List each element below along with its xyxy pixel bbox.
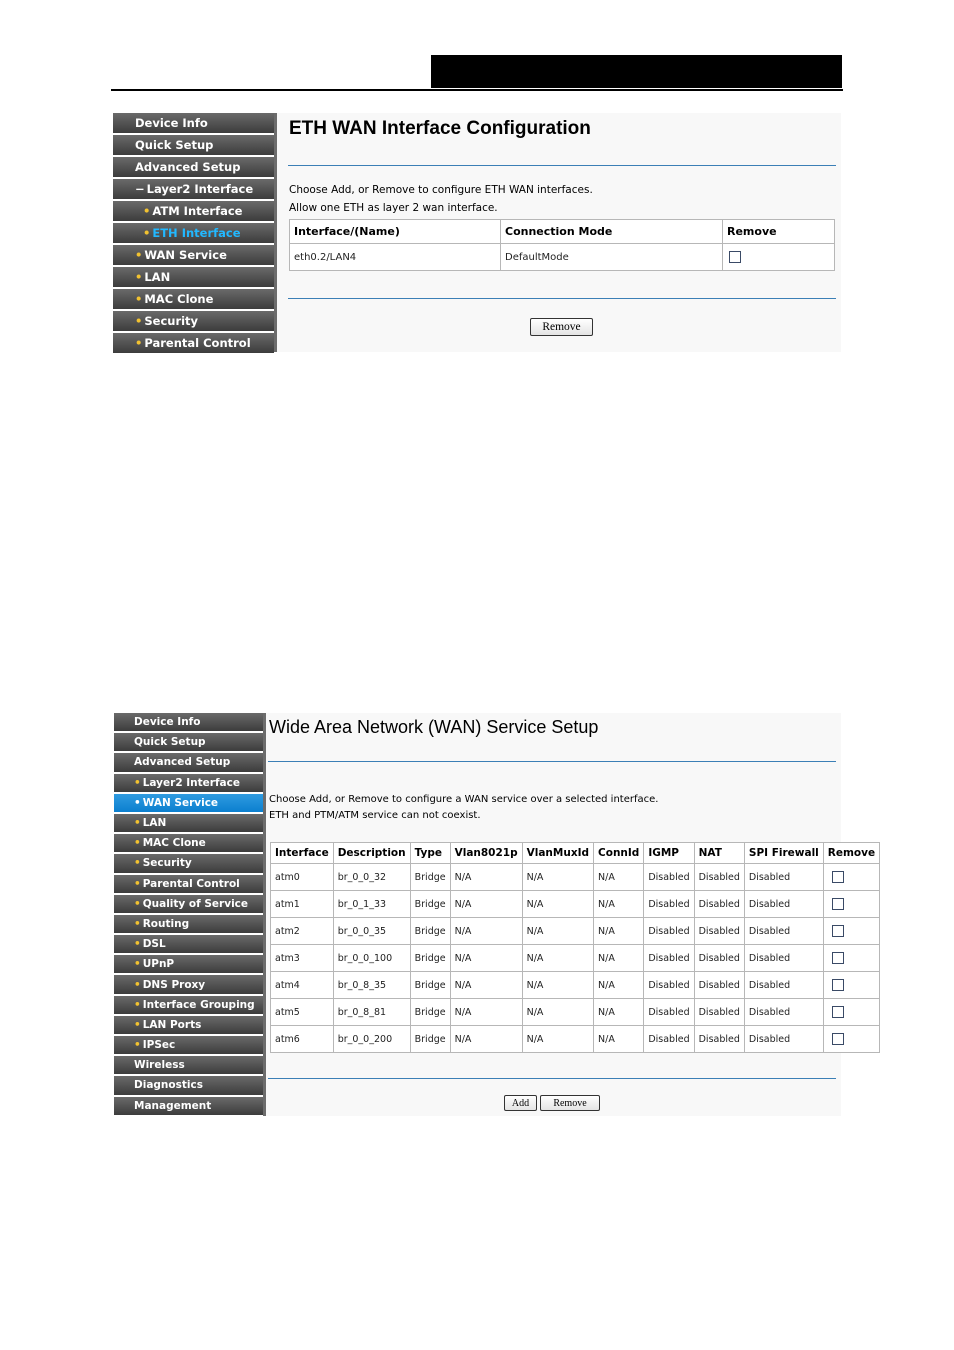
cell-remove (823, 864, 879, 891)
sidebar-item-label: WAN Service (144, 248, 227, 262)
sidebar-item-label: LAN (142, 817, 167, 830)
sidebar-item-label: Advanced Setup (134, 756, 231, 769)
sidebar-item-routing[interactable] (114, 915, 263, 935)
cell-spi-firewall: Disabled (744, 891, 823, 918)
cell-nat: Disabled (694, 972, 744, 999)
bullet-icon: • (134, 897, 141, 910)
cell-vlanmuxid: N/A (522, 999, 593, 1026)
sidebar-item-lan[interactable] (113, 267, 274, 289)
bullet-icon: • (135, 270, 143, 284)
remove-checkbox[interactable] (832, 952, 844, 964)
sidebar-item-dsl[interactable] (114, 935, 263, 955)
bullet-icon: • (135, 292, 143, 306)
bullet-icon: • (134, 776, 141, 789)
cell-spi-firewall: Disabled (744, 1026, 823, 1053)
remove-button[interactable]: Remove (540, 1095, 600, 1111)
cell-type: Bridge (410, 1026, 450, 1053)
cell-vlanmuxid: N/A (522, 1026, 593, 1053)
cell-spi-firewall: Disabled (744, 999, 823, 1026)
cell-description: br_0_0_32 (333, 864, 410, 891)
cell-igmp: Disabled (644, 972, 694, 999)
sidebar-item-security[interactable] (114, 854, 263, 874)
title-rule (288, 165, 836, 166)
cell-vlanmuxid: N/A (522, 972, 593, 999)
interface-cell: eth0.2/LAN4 (290, 244, 501, 271)
bullet-icon: • (134, 1039, 141, 1052)
table-row (271, 972, 880, 999)
cell-igmp: Disabled (644, 999, 694, 1026)
table-row (271, 999, 880, 1026)
column-header: Connection Mode (501, 220, 723, 244)
page-header-rule (111, 89, 843, 91)
cell-description: br_0_0_100 (333, 945, 410, 972)
sidebar-item-atm-interface[interactable] (113, 201, 274, 223)
cell-description: br_0_1_33 (333, 891, 410, 918)
cell-description: br_0_8_81 (333, 999, 410, 1026)
sidebar-item-label: Interface Grouping (142, 998, 255, 1011)
sidebar-item-label: Parental Control (144, 336, 251, 350)
cell-nat: Disabled (694, 999, 744, 1026)
cell-remove (823, 918, 879, 945)
bullet-icon: • (134, 837, 141, 850)
sidebar-item-quick-setup[interactable] (114, 733, 263, 753)
sidebar-item-management[interactable] (114, 1097, 263, 1117)
sidebar-item-label: ATM Interface (152, 204, 243, 218)
cell-type: Bridge (410, 918, 450, 945)
sidebar-item-label: Quick Setup (134, 736, 206, 749)
eth-sidebar-nav (113, 113, 274, 352)
column-header-vlan8021p: Vlan8021p (450, 843, 522, 864)
column-header-description: Description (333, 843, 410, 864)
sidebar-item-interface-grouping[interactable] (114, 996, 263, 1016)
bullet-icon: • (134, 917, 141, 930)
sidebar-item-lan-ports[interactable] (114, 1016, 263, 1036)
bullet-icon: • (143, 226, 151, 240)
cell-type: Bridge (410, 891, 450, 918)
sidebar-item-label: Advanced Setup (135, 160, 241, 174)
sidebar-item-label: Device Info (135, 116, 208, 130)
sidebar-item-upnp[interactable] (114, 955, 263, 975)
cell-type: Bridge (410, 999, 450, 1026)
cell-nat: Disabled (694, 891, 744, 918)
description-line-2: Allow one ETH as layer 2 wan interface. (289, 202, 498, 214)
cell-type: Bridge (410, 945, 450, 972)
sidebar-item-label: Device Info (134, 716, 201, 729)
cell-connid: N/A (594, 918, 644, 945)
cell-igmp: Disabled (644, 945, 694, 972)
remove-checkbox[interactable] (729, 251, 741, 263)
sidebar-item-layer2-interface[interactable] (113, 179, 274, 201)
description-line-2: ETH and PTM/ATM service can not coexist. (269, 810, 481, 821)
cell-vlan8021p: N/A (450, 999, 522, 1026)
add-button[interactable]: Add (504, 1095, 537, 1111)
bullet-icon: • (135, 248, 143, 262)
sidebar-item-advanced-setup[interactable] (113, 157, 274, 179)
sidebar-item-label: DNS Proxy (142, 978, 206, 991)
cell-nat: Disabled (694, 1026, 744, 1053)
cell-vlanmuxid: N/A (522, 918, 593, 945)
wan-service-screenshot (114, 713, 876, 1116)
cell-connid: N/A (594, 972, 644, 999)
title-rule (268, 761, 836, 762)
cell-type: Bridge (410, 864, 450, 891)
sidebar-item-mac-clone[interactable] (114, 834, 263, 854)
sidebar-item-label: Layer2 Interface (146, 182, 254, 196)
cell-nat: Disabled (694, 945, 744, 972)
cell-vlanmuxid: N/A (522, 891, 593, 918)
collapse-icon: − (135, 182, 145, 196)
sidebar-item-label: Parental Control (142, 877, 240, 890)
sidebar-item-label: Diagnostics (134, 1079, 203, 1092)
cell-type: Bridge (410, 972, 450, 999)
cell-spi-firewall: Disabled (744, 945, 823, 972)
sidebar-item-advanced-setup[interactable] (114, 753, 263, 773)
cell-igmp: Disabled (644, 891, 694, 918)
cell-interface: atm6 (271, 1026, 334, 1053)
cell-connid: N/A (594, 891, 644, 918)
sidebar-item-label: Wireless (134, 1059, 185, 1072)
column-header: Interface/(Name) (290, 220, 501, 244)
connection-mode-cell: DefaultMode (501, 244, 723, 271)
remove-checkbox[interactable] (832, 979, 844, 991)
column-header-remove: Remove (823, 843, 879, 864)
sidebar-item-label: DSL (142, 938, 166, 951)
remove-cell (723, 244, 835, 271)
cell-nat: Disabled (694, 864, 744, 891)
bullet-icon: • (135, 336, 143, 350)
bullet-icon: • (134, 796, 141, 809)
bullet-icon: • (143, 204, 151, 218)
sidebar-item-wan-service[interactable] (114, 794, 263, 814)
sidebar-item-label: Layer2 Interface (142, 776, 240, 789)
table-row (271, 1026, 880, 1053)
sidebar-item-dns-proxy[interactable] (114, 975, 263, 995)
cell-nat: Disabled (694, 918, 744, 945)
column-header-igmp: IGMP (644, 843, 694, 864)
sidebar-item-label: Security (144, 314, 199, 328)
cell-interface: atm0 (271, 864, 334, 891)
cell-remove (823, 1026, 879, 1053)
sidebar-item-label: WAN Service (142, 796, 219, 809)
sidebar-item-label: Routing (142, 917, 190, 930)
sidebar-item-ipsec[interactable] (114, 1036, 263, 1056)
eth-interface-table (289, 219, 835, 271)
cell-interface: atm4 (271, 972, 334, 999)
bullet-icon: • (134, 958, 141, 971)
sidebar-item-lan[interactable] (114, 814, 263, 834)
remove-checkbox[interactable] (832, 925, 844, 937)
table-row (271, 918, 880, 945)
cell-spi-firewall: Disabled (744, 972, 823, 999)
footer-rule (268, 1078, 836, 1079)
bullet-icon: • (134, 817, 141, 830)
sidebar-item-quality-of-service[interactable] (114, 895, 263, 915)
sidebar-item-label: LAN (144, 270, 171, 284)
sidebar-item-parental-control[interactable] (113, 333, 274, 355)
cell-interface: atm2 (271, 918, 334, 945)
column-header: Remove (723, 220, 835, 244)
sidebar-item-device-info[interactable] (114, 713, 263, 733)
cell-connid: N/A (594, 999, 644, 1026)
sidebar-item-label: Quality of Service (142, 897, 249, 910)
sidebar-item-layer2-interface[interactable] (114, 774, 263, 794)
description-line-1: Choose Add, or Remove to configure ETH WAN interfaces. (289, 184, 593, 196)
sidebar-item-wan-service[interactable] (113, 245, 274, 267)
cell-vlan8021p: N/A (450, 945, 522, 972)
cell-remove (823, 972, 879, 999)
sidebar-item-label: MAC Clone (144, 292, 214, 306)
sidebar-item-label: Security (142, 857, 192, 870)
bullet-icon: • (134, 978, 141, 991)
sidebar-item-quick-setup[interactable] (113, 135, 274, 157)
column-header-nat: NAT (694, 843, 744, 864)
cell-igmp: Disabled (644, 1026, 694, 1053)
cell-connid: N/A (594, 945, 644, 972)
sidebar-item-label: MAC Clone (142, 837, 206, 850)
column-header-interface: Interface (271, 843, 334, 864)
sidebar-item-parental-control[interactable] (114, 875, 263, 895)
cell-connid: N/A (594, 1026, 644, 1053)
sidebar-item-eth-interface[interactable] (113, 223, 274, 245)
table-row (271, 945, 880, 972)
remove-checkbox[interactable] (832, 1006, 844, 1018)
description-line-1: Choose Add, or Remove to configure a WAN service over a selected interface. (269, 794, 659, 805)
column-header-spi-firewall: SPI Firewall (744, 843, 823, 864)
sidebar-item-mac-clone[interactable] (113, 289, 274, 311)
cell-vlan8021p: N/A (450, 1026, 522, 1053)
cell-connid: N/A (594, 864, 644, 891)
eth-content (277, 113, 841, 352)
cell-vlanmuxid: N/A (522, 864, 593, 891)
remove-checkbox[interactable] (832, 871, 844, 883)
wan-content (266, 713, 876, 1116)
cell-description: br_0_8_35 (333, 972, 410, 999)
column-header-vlanmuxid: VlanMuxId (522, 843, 593, 864)
cell-remove (823, 945, 879, 972)
sidebar-item-label: ETH Interface (152, 226, 241, 240)
bullet-icon: • (134, 877, 141, 890)
sidebar-item-wireless[interactable] (114, 1056, 263, 1076)
bullet-icon: • (134, 938, 141, 951)
eth-wan-screenshot (113, 113, 841, 352)
sidebar-item-label: LAN Ports (142, 1018, 202, 1031)
cell-spi-firewall: Disabled (744, 864, 823, 891)
sidebar-item-label: UPnP (142, 958, 175, 971)
cell-vlan8021p: N/A (450, 918, 522, 945)
cell-vlan8021p: N/A (450, 864, 522, 891)
page-title: ETH WAN Interface Configuration (289, 118, 591, 139)
table-row (290, 244, 835, 271)
cell-vlan8021p: N/A (450, 891, 522, 918)
cell-igmp: Disabled (644, 864, 694, 891)
cell-remove (823, 891, 879, 918)
sidebar-item-label: IPSec (142, 1039, 176, 1052)
table-row (271, 864, 880, 891)
remove-button[interactable]: Remove (530, 318, 593, 336)
page-title: Wide Area Network (WAN) Service Setup (269, 717, 599, 737)
sidebar-item-device-info[interactable] (113, 113, 274, 135)
wan-service-table (270, 842, 880, 1053)
bullet-icon: • (134, 857, 141, 870)
bullet-icon: • (134, 1018, 141, 1031)
remove-checkbox[interactable] (832, 1033, 844, 1045)
cell-interface: atm1 (271, 891, 334, 918)
wan-sidebar-nav (114, 713, 263, 1116)
footer-rule (288, 298, 836, 299)
cell-vlan8021p: N/A (450, 972, 522, 999)
sidebar-item-diagnostics[interactable] (114, 1076, 263, 1096)
page-header-bar (431, 55, 842, 88)
cell-interface: atm5 (271, 999, 334, 1026)
sidebar-item-security[interactable] (113, 311, 274, 333)
cell-remove (823, 999, 879, 1026)
cell-igmp: Disabled (644, 918, 694, 945)
cell-description: br_0_0_35 (333, 918, 410, 945)
bullet-icon: • (134, 998, 141, 1011)
cell-vlanmuxid: N/A (522, 945, 593, 972)
cell-description: br_0_0_200 (333, 1026, 410, 1053)
remove-checkbox[interactable] (832, 898, 844, 910)
sidebar-item-label: Management (134, 1099, 212, 1112)
cell-interface: atm3 (271, 945, 334, 972)
column-header-connid: ConnId (594, 843, 644, 864)
sidebar-item-label: Quick Setup (135, 138, 214, 152)
column-header-type: Type (410, 843, 450, 864)
cell-spi-firewall: Disabled (744, 918, 823, 945)
bullet-icon: • (135, 314, 143, 328)
table-row (271, 891, 880, 918)
